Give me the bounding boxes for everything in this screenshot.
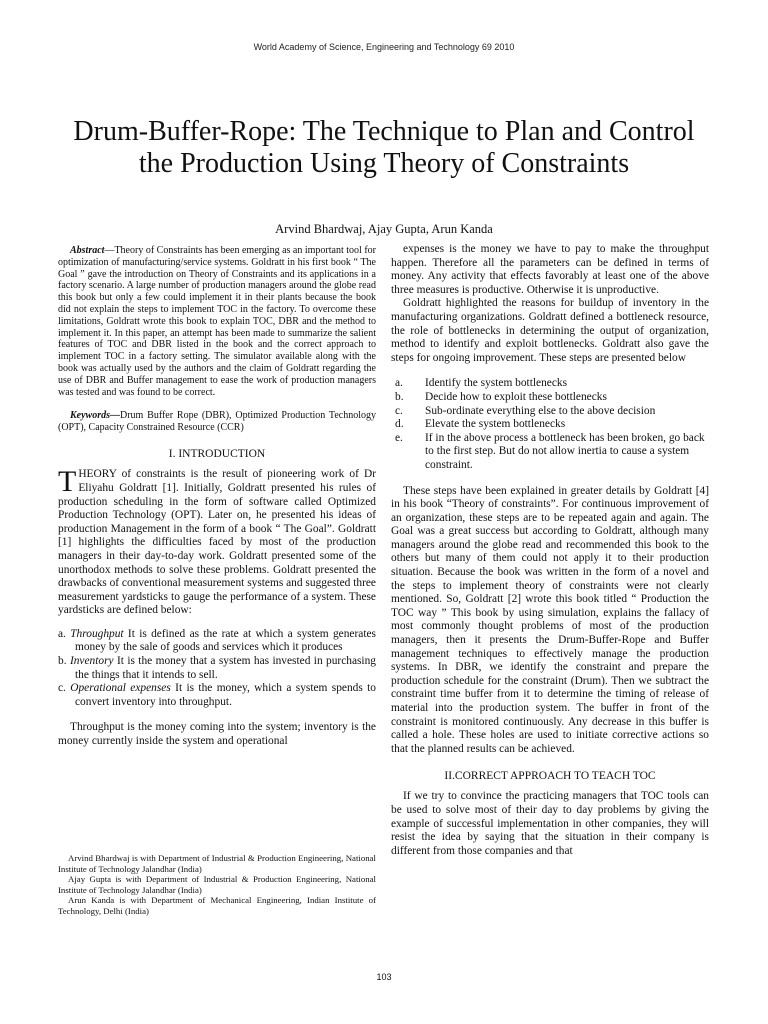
- footnote: Arvind Bhardwaj is with Department of Industrial & Production Engineering, National Institute of Technology Jalandhar (India): [58, 853, 376, 874]
- right-paragraph-3: These steps have been explained in greater details by Goldratt [4] in his book “Theory of constraints”. For continuous improvement of an organization, these steps are to be repeated again and again. The Goal was a great success but according to Goldratt, although many managers around the globe read and recommended this book to the others but many of them could not apply it to their production situation. Because the book was written in the form of a novel and the steps to implement theory of constraints were not clearly mentioned. So, Goldratt [2] wrote this book titled “ Production the TOC way ” This book by using simulation, explains the fallacy of most commonly thought problems of most of the production managers, then it presents the Drum-Buffer-Rope and Buffer management techniques to effectively manage the production systems. In DBR, we identify the constraint and prepare the production schedule for the constraint (Drum). Then we subtract the constraint time buffer from it to determine the timing of release of material into the production system. The buffer in front of the constraint is monitored continuously. Any decrease in this buffer is called a hole. These holes are used to initiate corrective actions so that the planned results can be achieved.: [391, 484, 709, 755]
- paper-authors: Arvind Bhardwaj, Ajay Gupta, Arun Kanda: [275, 222, 493, 236]
- definition-letter: c.: [58, 682, 66, 695]
- list-item: [391, 405, 709, 419]
- author-footnotes: [58, 853, 376, 917]
- step-letter: a.: [395, 377, 403, 390]
- page-number: 103: [376, 972, 392, 982]
- step-text: Decide how to exploit these bottlenecks: [425, 390, 607, 403]
- list-item: [391, 391, 709, 405]
- footnote: Ajay Gupta is with Department of Industrial & Production Engineering, National Institute of Technology Jalandhar (India): [58, 874, 376, 895]
- list-item: [391, 377, 709, 391]
- definition-operational-expenses: [58, 682, 376, 709]
- right-paragraph-4: If we try to convince the practicing managers that TOC tools can be used to solve most of their day to day problems by giving the example of successful implementation in other companies, they will resist the idea by saying that the situation in their company is different from those companies and that: [391, 790, 709, 857]
- definition-text: It is defined as the rate at which a system generates money by the sale of goods and services which it produces: [75, 627, 376, 654]
- definition-term: Inventory: [69, 655, 114, 668]
- definition-term: Operational expenses: [70, 682, 171, 695]
- step-letter: d.: [395, 418, 404, 431]
- right-paragraph-2: Goldratt highlighted the reasons for buildup of inventory in the manufacturing organizations. Goldratt defined a bottleneck resource, the role of bottlenecks in determining the output of organization, method to identify and exploit bottlenecks. Goldratt also gave the steps for ongoing improvement. These steps are presented below: [391, 297, 709, 364]
- paper-title: Drum-Buffer-Rope: The Technique to Plan and Control the Production Using Theory of Constraints: [73, 116, 695, 179]
- definition-list: [58, 628, 376, 710]
- step-letter: c.: [395, 404, 403, 417]
- step-text: Identify the system bottlenecks: [425, 377, 568, 390]
- step-text: Sub-ordinate everything else to the above decision: [425, 404, 656, 417]
- definition-inventory: [58, 655, 376, 682]
- right-column: [391, 243, 709, 858]
- step-text: If in the above process a bottleneck has been broken, go back to the first step. But do not allow inertia to cause a system constraint.: [425, 431, 705, 471]
- right-paragraph-1: expenses is the money we have to pay to make the throughput happen. Therefore all the parameters can be defined in terms of money. Any activity that effects favorably at least one of the above three measures is productive. Otherwise it is unproductive.: [391, 243, 709, 296]
- definition-letter: b.: [58, 655, 67, 668]
- step-letter: b.: [395, 390, 404, 403]
- intro-heading: I. INTRODUCTION: [168, 448, 266, 461]
- section-2-heading: II.CORRECT APPROACH TO TEACH TOC: [444, 770, 656, 783]
- dropcap-letter: T: [58, 465, 77, 499]
- definition-term: Throughput: [70, 627, 124, 640]
- list-item: [391, 418, 709, 432]
- intro-paragraph-1-text: HEORY of constraints is the result of pioneering work of Dr Eliyahu Goldratt [1]. Initially, Goldratt presented his rules of production scheduling in the form of software called Optimized Production Technology (OPT). Later on, he presented his ideas of production Management in the form of a book “ The Goal”. Goldratt [1] highlights the difficulties faced by most of the production managers in their day-to-day work. Goldratt presented some of the unorthodox methods to solve these problems. Goldratt presented the drawbacks of conventional measurement systems and suggested three measurement yardsticks to gauge the performance of a system. These yardsticks are defined below:: [58, 468, 376, 617]
- definition-letter: a.: [58, 627, 66, 640]
- improvement-steps-list: [391, 377, 709, 472]
- step-letter: e.: [395, 431, 403, 444]
- definition-throughput: [58, 628, 376, 655]
- abstract-label: Abstract: [70, 245, 105, 256]
- abstract: [58, 245, 376, 398]
- keywords-text: Drum Buffer Rope (DBR), Optimized Production Technology (OPT), Capacity Constrained Resource (CCR): [58, 410, 376, 434]
- step-text: Elevate the system bottlenecks: [425, 418, 566, 431]
- intro-paragraph-1: [58, 465, 376, 618]
- list-item: [391, 432, 709, 473]
- keywords: [58, 410, 376, 434]
- left-column: [58, 243, 376, 749]
- journal-header: World Academy of Science, Engineering and Technology 69 2010: [253, 42, 515, 52]
- keywords-label: Keywords—: [70, 410, 120, 422]
- definition-text: It is the money that a system has invested in purchasing the things that it intends to sell.: [75, 655, 376, 681]
- intro-paragraph-2: Throughput is the money coming into the system; inventory is the money currently inside the system and operational: [58, 721, 376, 748]
- footnote: Arun Kanda is with Department of Mechanical Engineering, Indian Institute of Technology, Delhi (India): [58, 895, 376, 916]
- abstract-text: —Theory of Constraints has been emerging as an important tool for optimization of manufacturing/service systems. Goldratt in his first book “ The Goal ” gave the introduction on Theory of Constraints and its applications in a factory scenario. A large number of production managers around the globe read this book but only a few could implement it in their plants because the book did not explain the steps to implement TOC in the factory. To overcome these limitations, Goldratt wrote this book to explain TOC, DBR and the method to implement it. In this paper, an attempt has been made to summarize the salient features of TOC and DBR listed in the book and the correct approach to implement TOC in a factory setting. The simulator available along with the book was actually used by the authors and the claim of Goldratt regarding the use of DBR and Buffer management to ease the work of production managers was tested and was found to be correct.: [58, 245, 376, 398]
- definition-text: It is the money, which a system spends to convert inventory into throughput.: [75, 682, 376, 708]
